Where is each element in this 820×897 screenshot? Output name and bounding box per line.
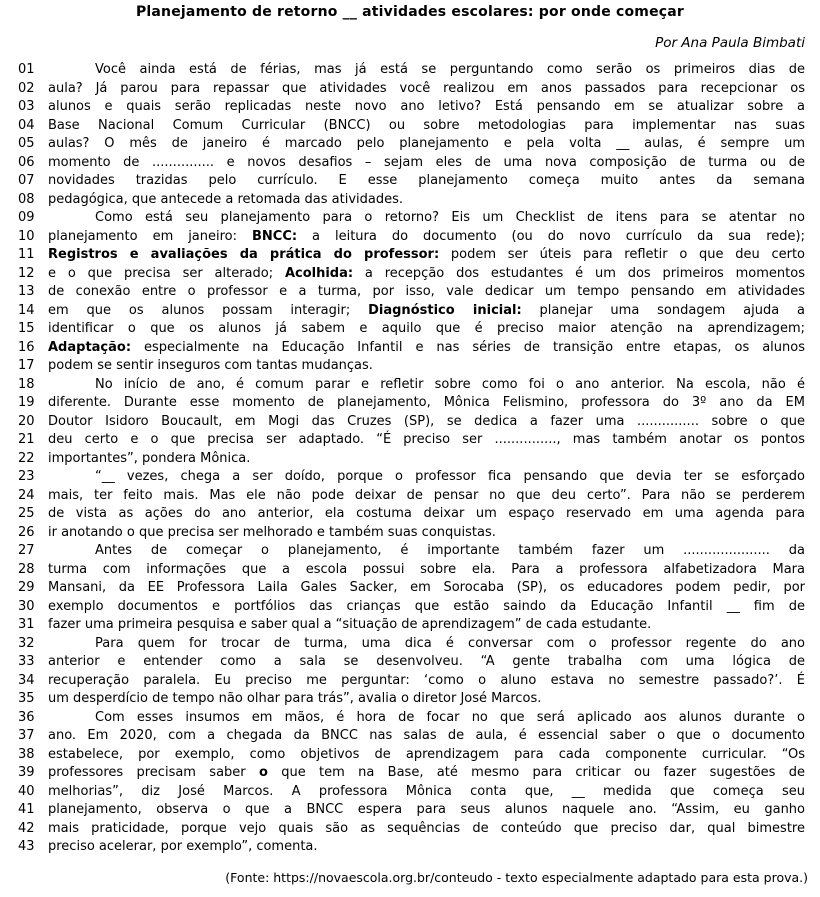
line-number: 42 <box>18 820 35 836</box>
line-text <box>48 302 805 321</box>
line-text <box>48 117 805 136</box>
text-line <box>18 413 805 432</box>
text-line <box>18 746 805 765</box>
text-line <box>18 690 805 709</box>
text-line <box>18 339 805 358</box>
line-number: 19 <box>18 395 35 410</box>
text-segment: novidades trazidas pelo currículo. E esse planejamento começa muito antes da semana <box>48 173 805 188</box>
text-line <box>18 764 805 783</box>
text-segment: identificar o que os alunos já sabem e aquilo que é preciso maior atenção na aprendizagem; <box>48 321 805 336</box>
text-line <box>18 376 805 395</box>
text-segment: de vista as ações do ano anterior, ela costuma deixar um espaço reservado em uma agenda para <box>48 506 805 521</box>
text-segment: que tem na Base, até mesmo para criticar ou fazer sugestões de <box>267 765 805 780</box>
line-number: 34 <box>18 672 35 688</box>
line-text <box>48 653 805 672</box>
text-line <box>18 135 805 154</box>
text-segment: e o que precisa ser alterado; <box>48 265 285 281</box>
text-line <box>18 505 805 524</box>
line-text <box>48 468 805 487</box>
text-line <box>18 394 805 413</box>
line-number: 24 <box>18 487 35 503</box>
line-number: 06 <box>18 154 35 170</box>
line-text <box>48 838 805 857</box>
text-segment: recuperação paralela. Eu preciso me perguntar: ‘como o aluno estava no semestre passado?’. É <box>48 672 805 688</box>
text-segment: especialmente na Educação Infantil e nas séries de transição entre etapas, os alunos <box>131 339 805 355</box>
line-text <box>48 135 805 154</box>
text-segment: em que os alunos possam interagir; <box>48 302 369 318</box>
line-text <box>48 764 805 783</box>
line-number: 23 <box>18 469 35 484</box>
text-line <box>18 561 805 580</box>
line-text <box>48 542 805 561</box>
text-line <box>18 209 805 228</box>
text-line <box>18 727 805 746</box>
text-line <box>18 487 805 506</box>
line-text <box>48 487 805 506</box>
bold-term: BNCC: <box>252 228 298 244</box>
text-segment: de conexão entre o professor e a turma, por isso, vale dedicar um tempo pensando em atividades <box>48 284 805 299</box>
line-text <box>48 413 805 432</box>
line-text <box>48 191 805 210</box>
line-text <box>48 154 805 173</box>
line-text <box>48 98 805 117</box>
text-line <box>18 154 805 173</box>
line-text <box>48 616 805 635</box>
line-number: 39 <box>18 765 35 780</box>
line-text <box>48 209 805 228</box>
line-text <box>48 524 805 543</box>
text-line <box>18 838 805 857</box>
line-number: 40 <box>18 783 35 799</box>
text-segment: anterior e entender como a sala se desenvolveu. “A gente trabalha com uma lógica de <box>48 654 805 669</box>
line-text <box>48 357 805 376</box>
text-segment: aulas? O mês de janeiro é marcado pelo planejamento e pela volta __ aulas, é sempre um <box>48 136 805 151</box>
document-title: Planejamento de retorno __ atividades escolares: por onde começar <box>135 4 685 20</box>
line-number: 31 <box>18 617 35 632</box>
line-text <box>48 228 805 247</box>
text-segment: a leitura do documento (ou do novo currículo da sua rede); <box>297 228 806 244</box>
line-text <box>48 561 805 580</box>
text-line <box>18 283 805 302</box>
text-segment: No início de ano, é comum parar e refletir sobre como foi o ano anterior. Na escola, não é <box>95 376 805 392</box>
text-segment: Com esses insumos em mãos, é hora de focar no que será aplicado aos alunos durante o <box>95 709 805 725</box>
line-number: 02 <box>18 80 35 96</box>
line-text <box>48 246 805 265</box>
text-line <box>18 450 805 469</box>
line-number: 01 <box>18 62 35 77</box>
text-line <box>18 191 805 210</box>
text-line <box>18 801 805 820</box>
text-segment: Você ainda está de férias, mas já está se perguntando como serão os primeiros dias de <box>95 62 805 77</box>
text-line <box>18 616 805 635</box>
text-line <box>18 80 805 99</box>
line-number: 08 <box>18 191 35 207</box>
bold-term: Acolhida: <box>284 265 354 281</box>
line-number: 22 <box>18 450 35 466</box>
line-number: 14 <box>18 302 35 318</box>
text-segment: pedagógica, que antecede a retomada das atividades. <box>48 191 404 207</box>
text-segment: a recepção dos estudantes é um dos primeiros momentos <box>353 265 805 281</box>
line-number: 27 <box>18 543 35 558</box>
text-segment: planejamento, observa o que a BNCC espera para seus alunos naquele ano. “Assim, eu ganho <box>48 802 805 817</box>
line-text <box>48 709 805 728</box>
text-line <box>18 542 805 561</box>
line-text <box>48 746 805 765</box>
line-text <box>48 339 805 358</box>
text-line <box>18 653 805 672</box>
text-segment: deu certo e o que precisa ser adaptado. “É preciso ser ..............., mas também anotar os pontos <box>48 432 805 447</box>
text-segment: alunos e quais serão replicadas neste novo ano letivo? Está pensando em se atualizar sobre a <box>48 99 805 114</box>
line-text <box>48 283 805 302</box>
line-number: 38 <box>18 746 35 762</box>
line-text <box>48 783 805 802</box>
line-number: 36 <box>18 709 35 725</box>
line-text <box>48 376 805 395</box>
line-number: 30 <box>18 598 35 614</box>
line-number: 13 <box>18 284 35 299</box>
line-number: 43 <box>18 839 35 854</box>
line-number: 33 <box>18 654 35 669</box>
line-text <box>48 431 805 450</box>
text-segment: professores precisam saber <box>48 765 259 780</box>
line-text <box>48 579 805 598</box>
text-line <box>18 302 805 321</box>
text-segment: momento de ............... e novos desafios – sejam eles de uma nova composição de turma ou de <box>48 154 805 170</box>
text-line <box>18 61 805 80</box>
source-note: (Fonte: https://novaescola.org.br/conteudo - texto especialmente adaptado para esta prova.) <box>225 869 808 885</box>
line-text <box>48 801 805 820</box>
text-segment: turma com informações que a escola possui sobre ela. Para a professora alfabetizadora Mara <box>48 561 805 577</box>
line-number: 17 <box>18 358 35 373</box>
text-segment: Doutor Isidoro Boucault, em Mogi das Cruzes (SP), se dedica a fazer uma ............... sobre o que <box>48 413 805 429</box>
text-line <box>18 98 805 117</box>
text-line <box>18 524 805 543</box>
line-number: 11 <box>18 247 35 262</box>
line-number: 16 <box>18 339 35 355</box>
line-number: 21 <box>18 432 35 447</box>
line-number: 26 <box>18 524 35 540</box>
text-segment: Mansani, da EE Professora Laila Gales Sacker, em Sorocaba (SP), os educadores podem pedir, por <box>48 580 805 595</box>
text-segment: importantes”, pondera Mônica. <box>48 450 251 466</box>
line-number: 15 <box>18 321 35 336</box>
line-number: 32 <box>18 635 35 651</box>
line-number: 28 <box>18 561 35 577</box>
text-line <box>18 635 805 654</box>
text-line <box>18 265 805 284</box>
line-text <box>48 450 805 469</box>
line-text <box>48 635 805 654</box>
text-segment: preciso acelerar, por exemplo”, comenta. <box>48 839 318 854</box>
text-segment: Para quem for trocar de turma, uma dica é conversar com o professor regente do ano <box>95 635 805 651</box>
line-number: 03 <box>18 99 35 114</box>
line-text <box>48 172 805 191</box>
text-line <box>18 117 805 136</box>
line-text <box>48 320 805 339</box>
line-text <box>48 672 805 691</box>
text-segment: mais, ter feito mais. Mas ele não pode deixar de pensar no que deu certo”. Para não se perderem <box>48 487 805 503</box>
line-text <box>48 505 805 524</box>
text-line <box>18 468 805 487</box>
line-number: 18 <box>18 376 35 392</box>
line-number: 41 <box>18 802 35 817</box>
text-segment: aula? Já parou para repassar que atividades você realizou em anos passados para recepcionar os <box>48 80 805 96</box>
text-line <box>18 783 805 802</box>
line-number: 29 <box>18 580 35 595</box>
text-segment: ir anotando o que precisa ser melhorado e também suas conquistas. <box>48 524 496 540</box>
text-segment: podem ser úteis para refletir o que deu certo <box>439 247 805 262</box>
line-text <box>48 727 805 746</box>
line-number: 25 <box>18 506 35 521</box>
text-segment: ano. Em 2020, com a chegada da BNCC nas salas de aula, é essencial saber o que o documento <box>48 728 805 743</box>
text-segment: melhorias”, diz José Marcos. A professora Mônica conta que, __ medida que começa seu <box>48 783 805 799</box>
line-text <box>48 598 805 617</box>
text-segment: diferente. Durante esse momento de planejamento, Mônica Felismino, professora do 3º ano da EM <box>48 395 805 410</box>
text-segment: Como está seu planejamento para o retorno? Eis um Checklist de itens para se atentar no <box>95 210 805 225</box>
text-lines <box>0 61 820 857</box>
line-text <box>48 61 805 80</box>
line-number: 07 <box>18 173 35 188</box>
line-number: 12 <box>18 265 35 281</box>
text-segment: “__ vezes, chega a ser doído, porque o professor fica pensando que devia ter se esforçado <box>95 469 805 484</box>
text-line <box>18 246 805 265</box>
text-line <box>18 709 805 728</box>
line-text <box>48 690 805 709</box>
text-line <box>18 672 805 691</box>
text-segment: Antes de começar o planejamento, é importante também fazer um ..................... da <box>95 543 805 558</box>
bold-term: Adaptação: <box>48 339 132 355</box>
text-segment: estabelece, por exemplo, como objetivos de aprendizagem para cada componente curricular. “Os <box>48 746 805 762</box>
text-segment: podem se sentir inseguros com tantas mudanças. <box>48 358 373 373</box>
line-number: 04 <box>18 117 35 133</box>
text-line <box>18 172 805 191</box>
text-line <box>18 431 805 450</box>
line-text <box>48 820 805 839</box>
text-segment: mais praticidade, porque vejo quais são as sequências de conteúdo que preciso dar, qual bimestre <box>48 820 805 836</box>
line-text <box>48 265 805 284</box>
text-line <box>18 320 805 339</box>
line-number: 20 <box>18 413 35 429</box>
text-line <box>18 579 805 598</box>
bold-term: Registros e avaliações da prática do professor: <box>48 247 440 262</box>
line-number: 35 <box>18 691 35 706</box>
text-segment: fazer uma primeira pesquisa e saber qual a “situação de aprendizagem” de cada estudante. <box>48 617 652 632</box>
author-byline: Por Ana Paula Bimbati <box>655 35 805 51</box>
text-segment: um desperdício de tempo não olhar para trás”, avalia o diretor José Marcos. <box>48 691 542 706</box>
line-number: 09 <box>18 210 35 225</box>
bold-term: o <box>258 765 268 780</box>
text-segment: exemplo documentos e portfólios das crianças que estão saindo da Educação Infantil __ fim de <box>48 598 805 614</box>
line-number: 10 <box>18 228 35 244</box>
line-text <box>48 394 805 413</box>
text-line <box>18 357 805 376</box>
text-line <box>18 820 805 839</box>
text-segment: planejamento em janeiro: <box>48 228 252 244</box>
line-number: 05 <box>18 136 35 151</box>
bold-term: Diagnóstico inicial: <box>368 302 522 318</box>
text-segment: Base Nacional Comum Curricular (BNCC) ou sobre metodologias para implementar nas suas <box>48 117 805 133</box>
line-number: 37 <box>18 728 35 743</box>
text-segment: planejar uma sondagem ajuda a <box>521 302 805 318</box>
line-text <box>48 80 805 99</box>
text-line <box>18 598 805 617</box>
text-line <box>18 228 805 247</box>
